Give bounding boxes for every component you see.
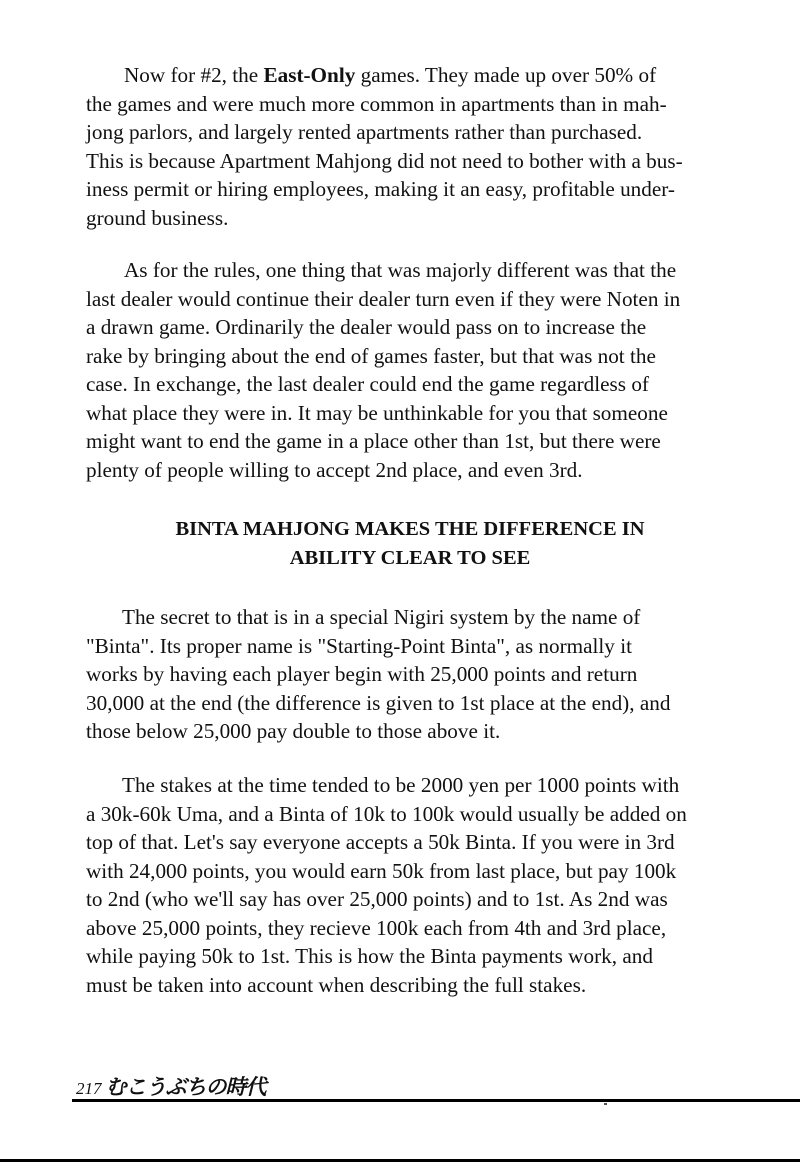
text-line: above 25,000 points, they recieve 100k each from 4th and 3rd place,: [86, 915, 667, 940]
text-line: jong parlors, and largely rented apartments rather than purchased.: [86, 120, 643, 144]
text-segment: games. They made up over 50% of: [355, 63, 657, 87]
text-line: must be taken into account when describing the full stakes.: [86, 972, 587, 997]
text-line: plenty of people willing to accept 2nd place, and even 3rd.: [86, 457, 583, 482]
bold-term: East-Only: [263, 63, 356, 87]
text-line: The secret to that is in a special Nigiri system by the name of: [122, 605, 641, 629]
text-line: 30,000 at the end (the difference is given to 1st place at the end), and: [86, 690, 671, 715]
page-edge-line: [0, 1159, 800, 1162]
footer-rule: [72, 1099, 800, 1102]
text-segment: Now for #2, the: [124, 63, 264, 87]
page-number: 217: [76, 1079, 102, 1098]
text-line: [86, 61, 754, 90]
text-line: The stakes at the time tended to be 2000 yen per 1000 points with: [122, 773, 680, 797]
text-line: top of that. Let's say everyone accepts a 50k Binta. If you were in 3rd: [86, 830, 675, 854]
text-line: last dealer would continue their dealer turn even if they were Noten in: [86, 286, 681, 311]
text-line: what place they were in. It may be unthinkable for you that someone: [86, 400, 668, 425]
scan-artifact: [604, 1103, 607, 1105]
text-line: a 30k-60k Uma, and a Binta of 10k to 100k would usually be added on: [86, 801, 687, 826]
text-line: those below 25,000 pay double to those above it.: [86, 719, 501, 743]
text-line: might want to end the game in a place other than 1st, but there were: [86, 429, 661, 453]
text-line: iness permit or hiring employees, making it an easy, profitable under-: [86, 177, 675, 201]
paragraph-east-only: [86, 61, 754, 232]
text-line: As for the rules, one thing that was majorly different was that the: [124, 258, 677, 282]
text-line: to 2nd (who we'll say has over 25,000 points) and to 1st. As 2nd was: [86, 887, 668, 911]
text-line: the games and were much more common in apartments than in mah-: [86, 91, 667, 116]
text-line: with 24,000 points, you would earn 50k from last place, but pay 100k: [86, 858, 677, 883]
paragraph-rules: [86, 256, 754, 484]
text-line: rake by bringing about the end of games faster, but that was not the: [86, 343, 656, 368]
text-line: case. In exchange, the last dealer could end the game regardless of: [86, 372, 649, 396]
text-line: "Binta". Its proper name is "Starting-Point Binta", as normally it: [86, 633, 632, 658]
book-title: むこうぶちの時代: [105, 1075, 266, 1099]
text-line: a drawn game. Ordinarily the dealer would pass on to increase the: [86, 315, 647, 339]
text-line: This is because Apartment Mahjong did not need to bother with a bus-: [86, 148, 683, 173]
page-footer: [76, 1065, 266, 1099]
text-line: works by having each player begin with 25,000 points and return: [86, 662, 638, 686]
section-heading: [60, 515, 760, 573]
heading-line: ABILITY CLEAR TO SEE: [289, 547, 531, 569]
text-line: ground business.: [86, 205, 229, 230]
text-line: while paying 50k to 1st. This is how the Binta payments work, and: [86, 944, 653, 968]
paragraph-stakes: [86, 771, 754, 999]
paragraph-binta-system: [86, 603, 754, 746]
heading-line: BINTA MAHJONG MAKES THE DIFFERENCE IN: [175, 518, 645, 540]
